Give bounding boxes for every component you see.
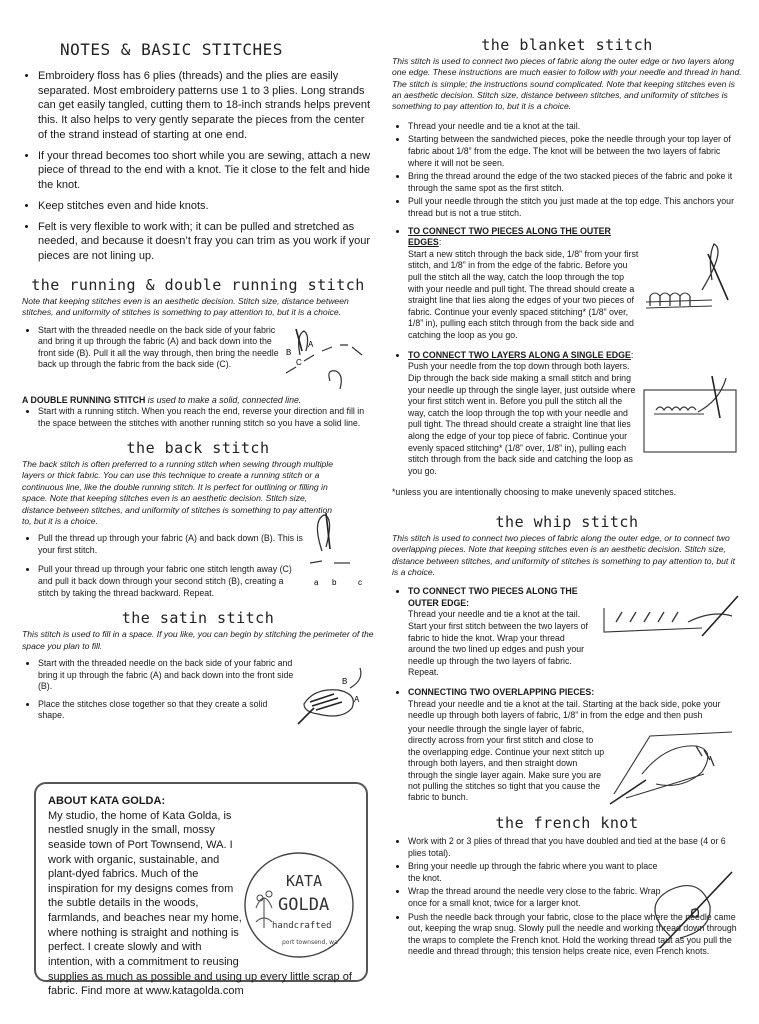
blanket-single-section: • TO CONNECT TWO LAYERS ALONG A SINGLE EDGE: Push your needle from the top down through both layers. Dip through the back side making a small stitch and bring your needle up through the single layer, just outside where your first stitch went in. Before you pull the stitch all the way, catch the loop through the top with your needle and pull tight. The thread should create a straight line that lies along the edge of your top piece of fabric. Continue your evenly spaced stitching* (1/8” over, 1/8” in), pulling each stitch through from the back side and catching the loop as you go. [392, 350, 742, 480]
whip-outer-section: • TO CONNECT TWO PIECES ALONG THE OUTER EDGE: Thread your needle and tie a knot at the tail. Start your first stitch between the two layers of fabric to hide the knot. Wrap your thread around the two lined up edges and push your needle up through the two layers of fabric. Repeat. [392, 586, 742, 681]
notes-item: • Keep stitches even and hide knots. [38, 199, 374, 214]
whip-outer-heading: TO CONNECT TWO PIECES ALONG THE OUTER EDGE: [408, 586, 578, 608]
back-stitch-intro: The back stitch is often preferred to a running stitch when sewing through multiple layers or thick fabric. You can use this technique to create a running stitch or a continuous line, like the double running stitch. It is perfect for outlining or filling in space. Note that keeping stitches even is an aesthetic decision. Stitch size, distance between stitches, and uniformity of stitches is something to pay attention to, but it is a choice. [22, 459, 333, 526]
logo-text: port townsend, wa [282, 939, 338, 946]
notes-item: • Embroidery floss has 6 plies (threads) and the plies are easily separated. Most embroidery patterns use 1 to 3 plies. Long strands can get easily tangled, cutting them to 18-inch strands helps prevent this. It also helps to very gently separate the pieces from the center of the strand instead of starting at one end. [38, 69, 374, 143]
back-stitch-title: the back stitch [126, 439, 270, 458]
blanket-step: • Thread your needle and tie a knot at the tail. [408, 121, 742, 133]
whip-outer-illustration [592, 592, 742, 652]
fig-label: B [342, 676, 348, 686]
fig-label: c [358, 578, 362, 588]
logo-text: GOLDA [278, 895, 330, 915]
logo-text: KATA [286, 872, 323, 890]
satin-stitch-section [22, 658, 374, 730]
notes-item: • If your thread becomes too short while you are sewing, attach a new piece of thread to the end with a knot. Tie it close to the felt and hide the knot. [38, 149, 374, 193]
fig-label: A [308, 339, 314, 349]
back-step: • Pull the thread up through your fabric (A) and back down (B). This is your first stitch. [38, 533, 304, 556]
back-stitch-illustration [304, 511, 374, 591]
running-stitch-title: the running & double running stitch [31, 275, 365, 294]
satin-stitch-title: the satin stitch [121, 609, 275, 628]
whip-stitch-intro: This stitch is used to connect two pieces of fabric along the outer edge, or to connect two overlapping pieces. Note that keeping stitches even is an aesthetic decision. Stitch size, distance between stitches, and uniformity of stitches is something to pay attention to, but it is a choice. [392, 532, 735, 577]
fig-label: a [314, 578, 319, 588]
french-step: • Work with 2 or 3 plies of thread that you have doubled and tied at the base (4 or 6 plies total). [408, 836, 742, 859]
double-running-intro: A DOUBLE RUNNING STITCH is used to make a solid, connected line. [22, 394, 302, 405]
blanket-outer-section: • TO CONNECT TWO PIECES ALONG THE OUTER EDGES: Start a new stitch through the back side, 1/8” from your first stitch, and 1/8” in from the edge of the fabric. Before you pull the stitch all the way, catch the loop through the top with your needle and pull tight. The thread should create a straight line that lies along the edges of your two pieces of fabric. Continue your evenly spaced stitching* (1/8” over, 1/8” in), pulling each stitch through from the back side and catching the loop as you go. [392, 226, 742, 344]
whip-stitch-title: the whip stitch [495, 512, 639, 531]
running-stitch-intro: Note that keeping stitches even is an aesthetic decision. Stitch size, distance between stitches, and uniformity of stitches is something to pay attention to, but it is a choice. [22, 295, 349, 318]
blanket-steps [392, 121, 742, 220]
fig-label: b [332, 578, 337, 588]
fig-label: C [296, 357, 302, 367]
satin-stitch-illustration [294, 658, 374, 730]
notes-item: • Felt is very flexible to work with; it can be pulled and stretched as needed, and because it doesn’t fray you can trim as you work if your pieces are not lining up. [38, 220, 374, 264]
blanket-step: • Bring the thread around the edge of the two stacked pieces of the fabric and poke it through the same spot as the first stitch. [408, 171, 742, 194]
satin-step: • Start with the threaded needle on the back side of your fabric and bring it up through the fabric (A) and back down into the front side (B). [38, 658, 294, 693]
blanket-single-illustration [640, 370, 742, 460]
kata-golda-logo [242, 848, 357, 963]
running-stitch-section [22, 325, 374, 393]
satin-step: • Place the stitches close together so that they create a solid shape. [38, 699, 294, 722]
about-text: My studio, the home of Kata Golda, is nestled snugly in the small, mossy seaside town of Port Townsend, WA. I work with organic, sustainable, and plant-dyed fabrics. Much of the inspiration for my designs comes from the subtle details in the woods, farmlands, and beaches near my home, where nothing is straight and nothing is perfect. I create slowly and with intention, with a commitment to reusing supplies as much as possible and using up every little scrap of fabric. Find more at www.katagolda.com [48, 809, 352, 998]
whip-overlap-section: • CONNECTING TWO OVERLAPPING PIECES: Thread your needle and tie a knot at the tail. Starting at the back side, poke your needle up through both layers of fabric, 1/8” in from the edge and then push [392, 687, 742, 722]
blanket-stitch-intro: This stitch is used to connect two pieces of fabric along the outer edge or two layers along one edge. These instructions are much easier to follow with your needle and thread in hand. The stitch is simple; the instructions sound complicated. Note that keeping stitches even is an aesthetic decision. Stitch size, distance between stitches, and uniformity of stitches is something to pay attention to, but it is a choice. [392, 56, 742, 112]
blanket-step: • Starting between the sandwiched pieces, poke the needle through your top layer of fabric about 1/8” from the edge. The knot will be between the two layers of fabric where it will not be seen. [408, 134, 742, 169]
french-step: • Bring your needle up through the fabric where you want to place the knot. [408, 861, 742, 884]
blanket-outer-illustration [642, 240, 742, 330]
left-column [22, 0, 374, 730]
fig-label: B [286, 347, 292, 357]
french-step: • Push the needle back through your fabric, close to the place where the needle came out, keeping the wrap snug. Slowly pull the needle and working thread down through the wraps to complete the French knot. Hold the working thread taut as you pull the needle and thread through; this tension helps create nice, even French knots. [408, 912, 742, 958]
double-running-step: • Start with a running stitch. When you reach the end, reverse your direction and fill in the space between the stitches with another running stitch so you have a solid line. [38, 406, 374, 429]
french-knot-title: the french knot [495, 813, 639, 832]
right-column [392, 0, 742, 960]
whip-overlap-text: your needle through the single layer of fabric, directly across from your first stitch and close to the overlapping edge. Continue your next stitch up through both layers, and then straight down through the single layer again. Make sure you are not pulling the stitches so tight that you cause the fabric to bunch. [408, 723, 605, 803]
whip-overlap-heading: CONNECTING TWO OVERLAPPING PIECES: [408, 687, 595, 698]
back-stitch-section [22, 533, 374, 601]
about-heading: ABOUT KATA GOLDA: [48, 795, 166, 807]
blanket-footnote: *unless you are intentionally choosing to make unevenly spaced stitches. [392, 487, 677, 498]
running-step: • Start with the threaded needle on the back side of your fabric and bring it up through the fabric (A) and back down into the front side (B). Pull it all the way through, then bring the needle back up through the fabric from the back side (C). [38, 325, 282, 371]
satin-stitch-intro: This stitch is used to fill in a space. If you like, you can begin by stitching the perimeter of the space you plan to fill. [22, 629, 374, 651]
page-title: NOTES & BASIC STITCHES [60, 40, 283, 59]
blanket-step: • Pull your needle through the stitch you just made at the top edge. This anchors your thread but is not a true stitch. [408, 196, 742, 219]
fig-label: A [354, 694, 360, 704]
french-knot-illustration [640, 866, 740, 956]
blanket-outer-heading: TO CONNECT TWO PIECES ALONG THE OUTER EDGES [408, 225, 611, 248]
notes-list [22, 69, 374, 264]
french-step: • Wrap the thread around the needle very close to the fabric. Wrap once for a small knot, twice for a larger knot. [408, 886, 742, 909]
back-step: • Pull your thread up through your fabric one stitch length away (C) and pull it back down through your second stitch (B), creating a stitch by taking the thread backward. Repeat. [38, 564, 304, 599]
logo-text: handcrafted [272, 921, 332, 931]
blanket-stitch-title: the blanket stitch [481, 36, 653, 54]
blanket-single-heading: TO CONNECT TWO LAYERS ALONG A SINGLE EDGE [408, 349, 631, 360]
double-running-label: A DOUBLE RUNNING STITCH [22, 394, 146, 405]
whip-overlap-illustration [606, 724, 742, 810]
running-stitch-illustration [282, 325, 374, 393]
